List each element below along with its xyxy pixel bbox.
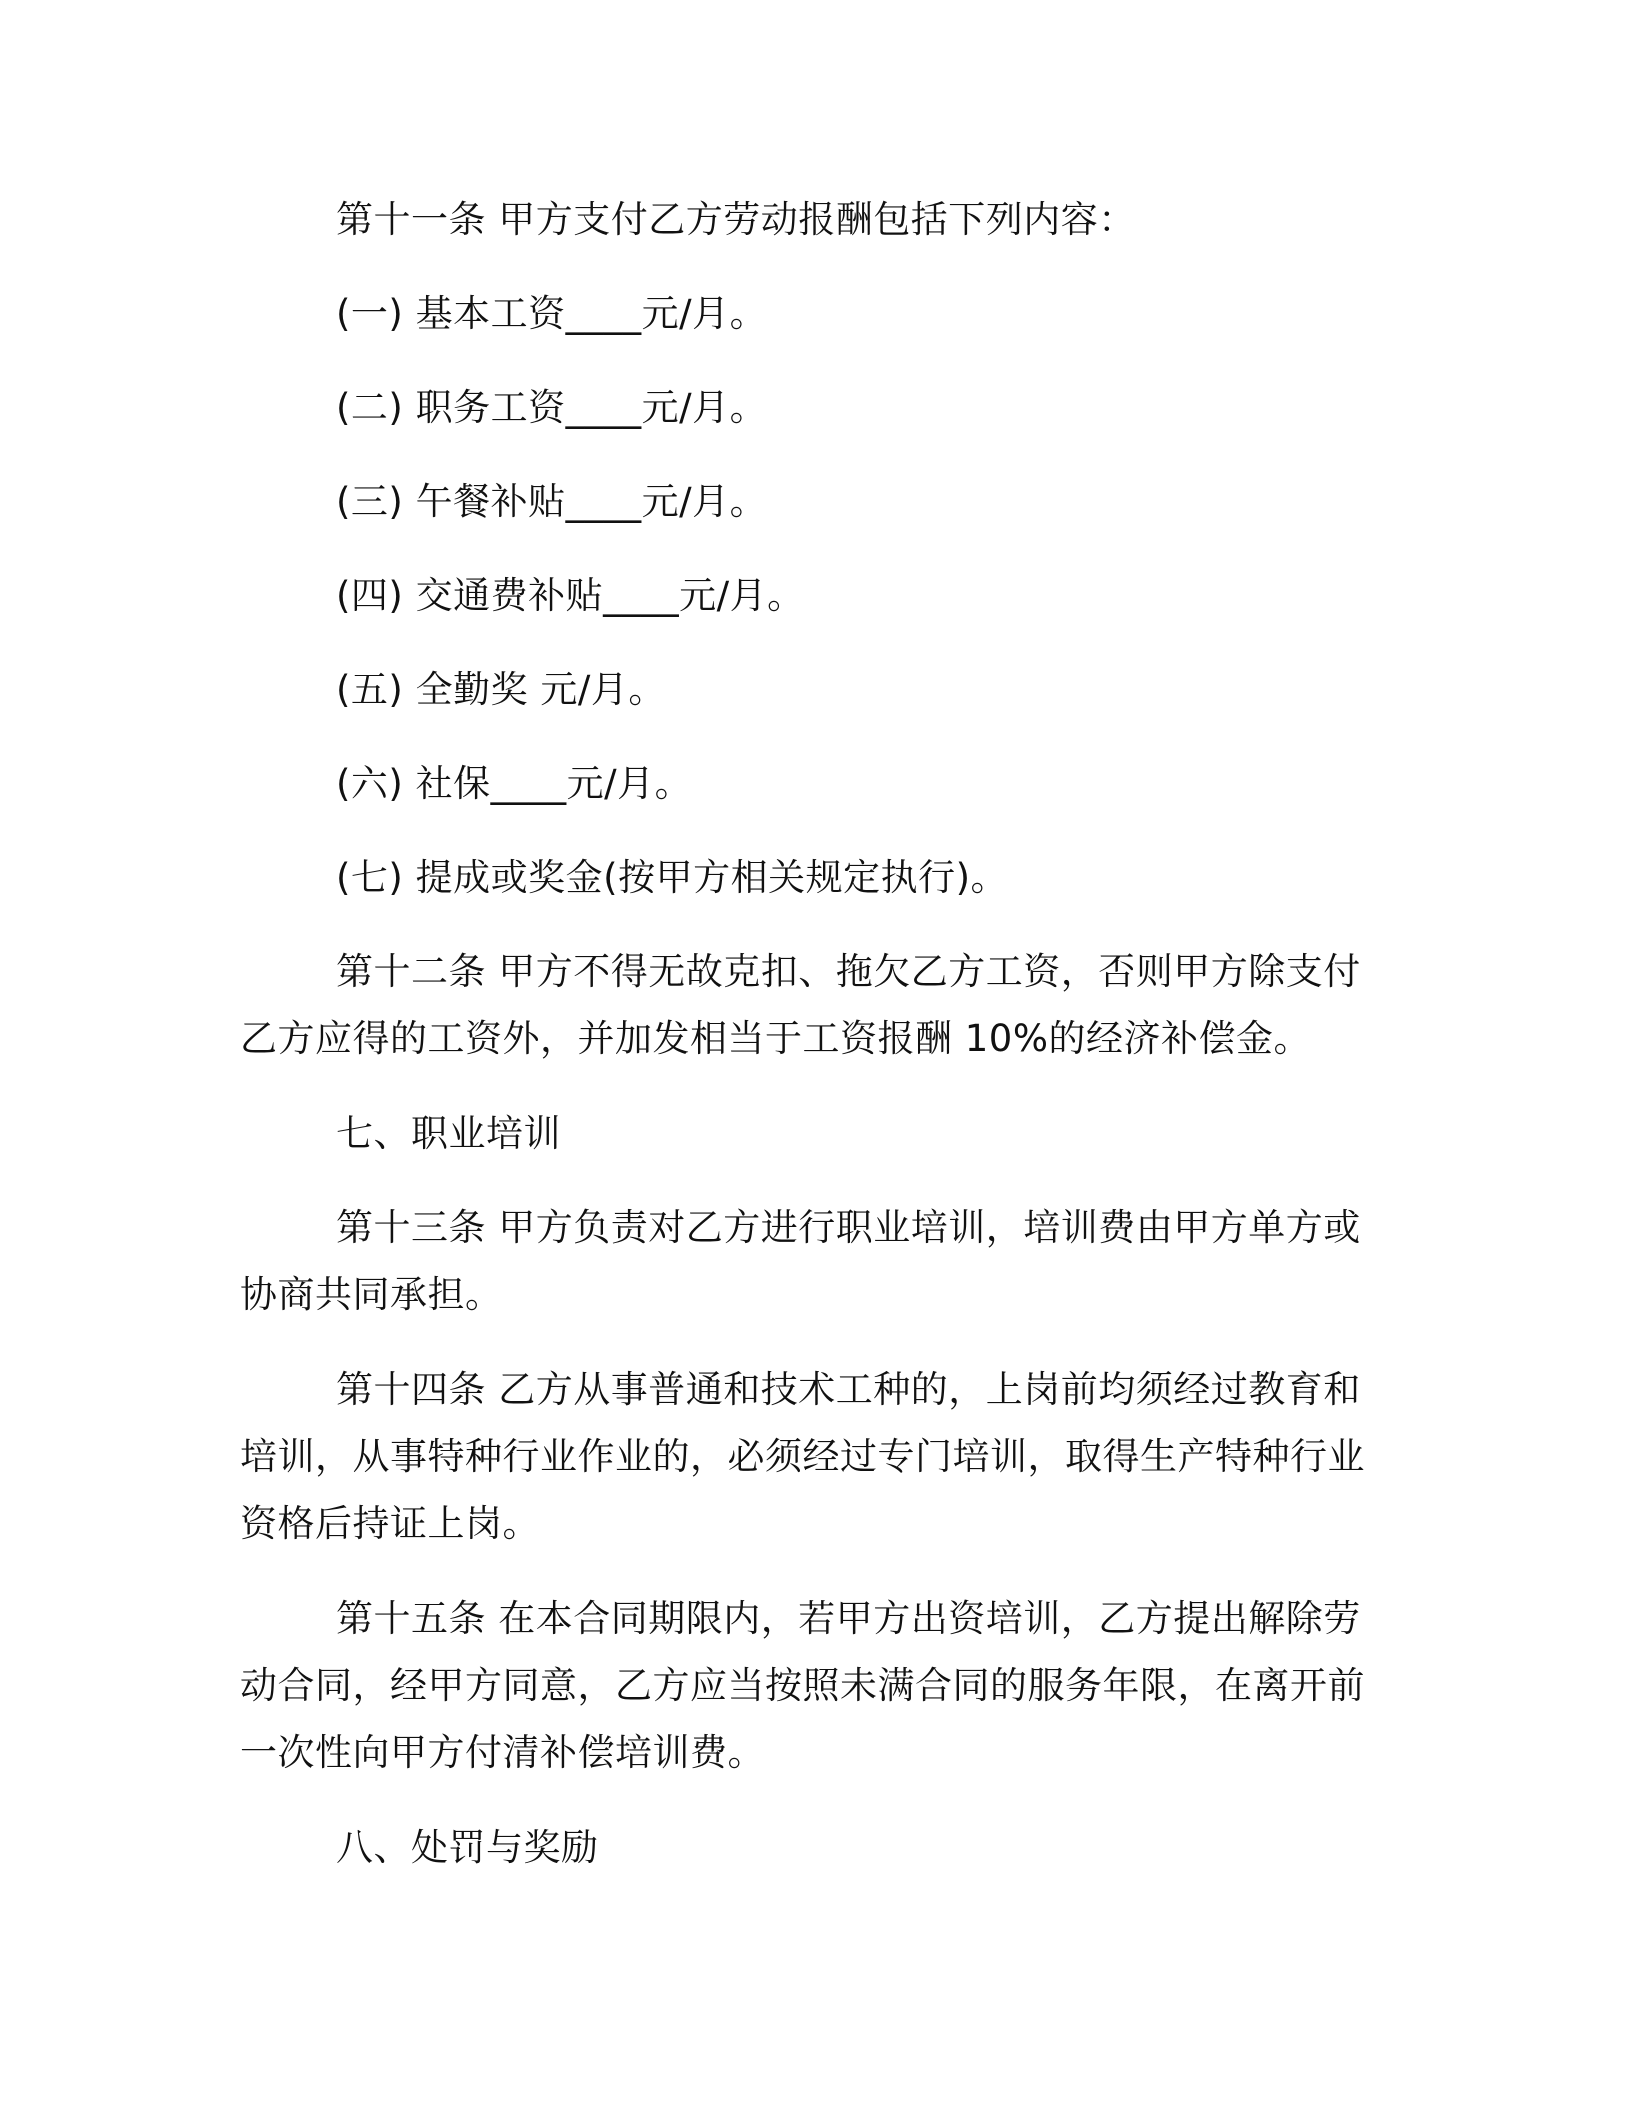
pay-item-position-salary: (二) 职务工资____元/月。: [336, 386, 768, 429]
article-11: 第十一条 甲方支付乙方劳动报酬包括下列内容：: [336, 198, 1136, 241]
section-8-heading: 八、处罚与奖励: [336, 1826, 599, 1869]
pay-item-basic-salary: (一) 基本工资____元/月。: [336, 292, 768, 335]
article-14: 第十四条 乙方从事普通和技术工种的，上岗前均须经过教育和培训，从事特种行业作业的，必须经过专门培训，取得生产特种行业资格后持证上岗。: [240, 1368, 1365, 1545]
pay-item-attendance-bonus: (五) 全勤奖 元/月。: [336, 668, 666, 711]
article-15: 第十五条 在本合同期限内，若甲方出资培训，乙方提出解除劳动合同，经甲方同意，乙方应当按照未满合同的服务年限，在离开前一次性向甲方付清补偿培训费。: [240, 1597, 1365, 1774]
pay-item-commission-bonus: (七) 提成或奖金(按甲方相关规定执行)。: [336, 856, 1009, 899]
document-body: [240, 186, 1392, 1908]
pay-item-lunch-subsidy: (三) 午餐补贴____元/月。: [336, 480, 768, 523]
pay-item-social-insurance: (六) 社保____元/月。: [336, 762, 693, 805]
article-13: 第十三条 甲方负责对乙方进行职业培训，培训费由甲方单方或协商共同承担。: [240, 1206, 1361, 1316]
section-7-heading: 七、职业培训: [336, 1112, 561, 1155]
pay-item-transport-subsidy: (四) 交通费补贴____元/月。: [336, 574, 805, 617]
article-12: 第十二条 甲方不得无故克扣、拖欠乙方工资，否则甲方除支付乙方应得的工资外，并加发相当于工资报酬 10%的经济补偿金。: [240, 950, 1361, 1060]
